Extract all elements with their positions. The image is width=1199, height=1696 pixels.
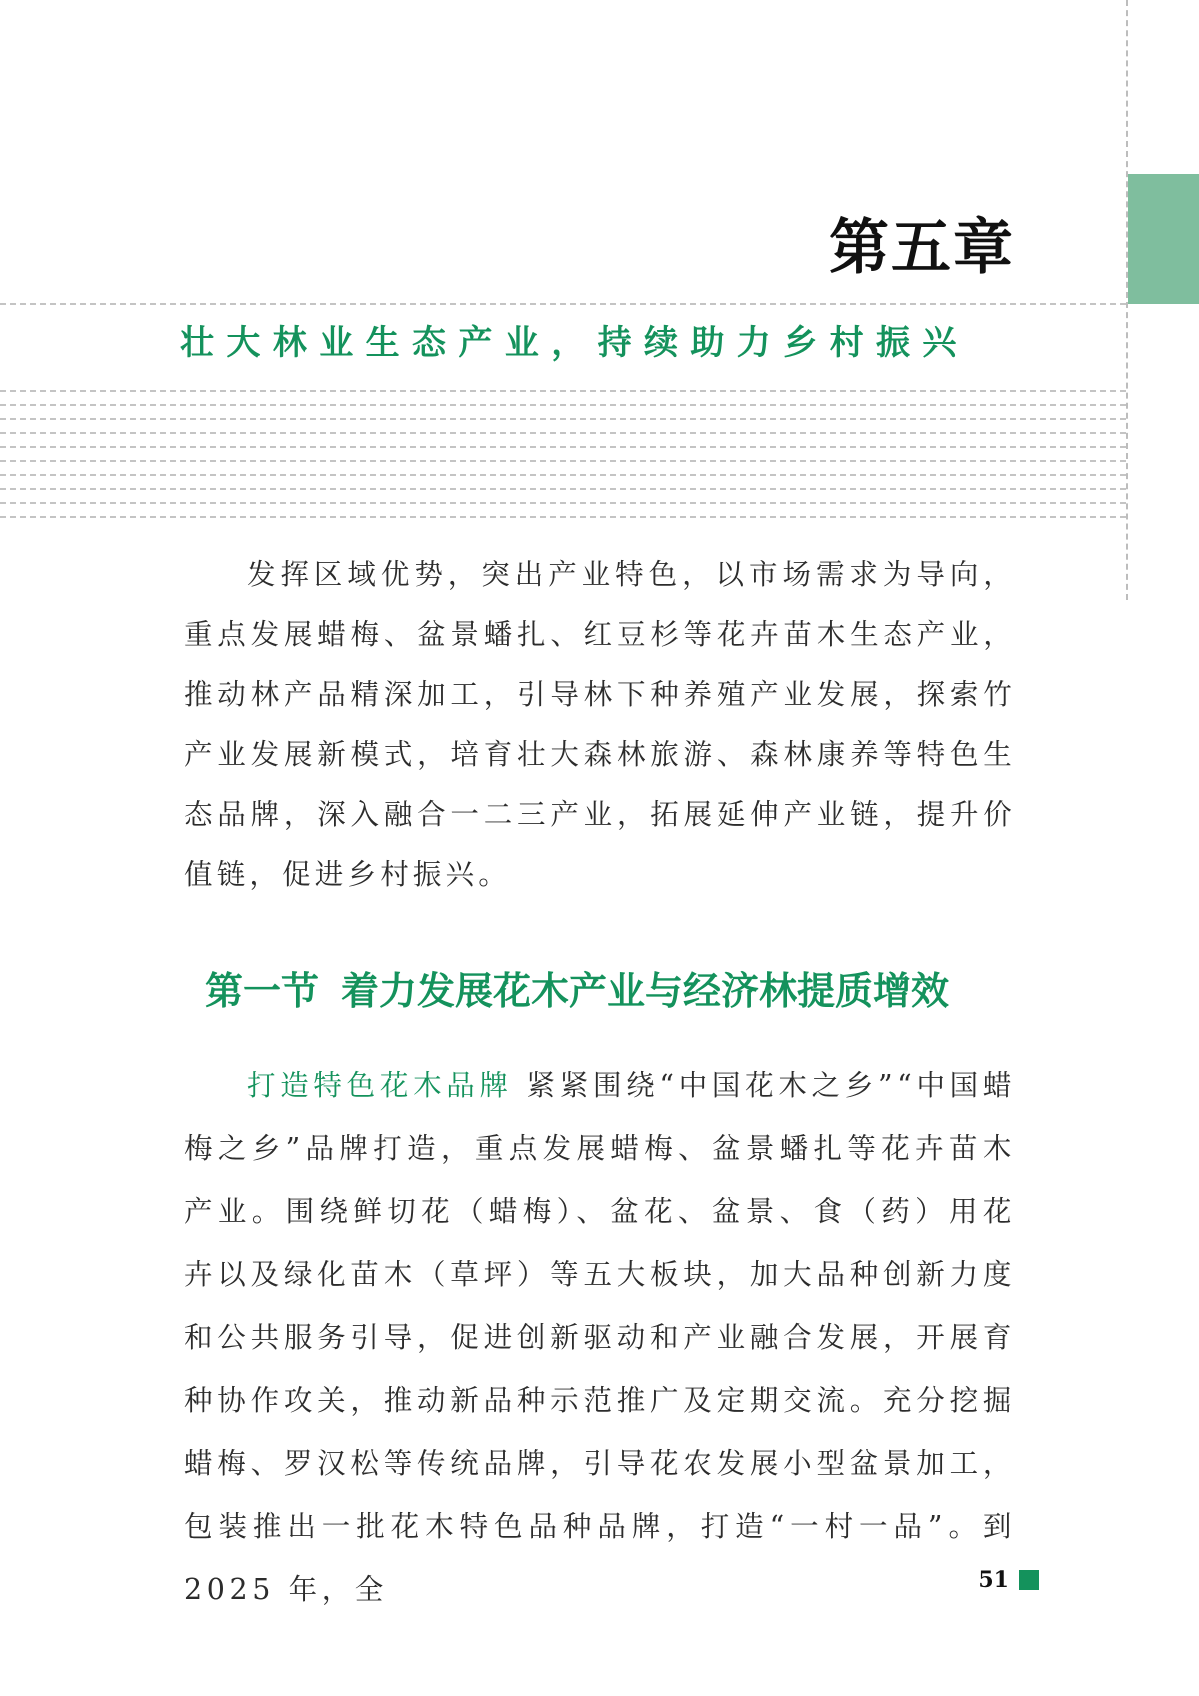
page-number: 51 <box>978 1567 1009 1593</box>
page-marker-square <box>1019 1570 1039 1590</box>
section-heading <box>205 960 949 1015</box>
header-rule-band <box>0 516 1126 518</box>
header-rule-band <box>0 488 1126 490</box>
section-title: 着力发展花木产业与经济林提质增效 <box>341 969 950 1013</box>
header-rule-top <box>0 303 1126 305</box>
header-rule-band <box>0 418 1126 420</box>
chapter-tab-marker <box>1128 174 1199 304</box>
header-rule-band <box>0 432 1126 434</box>
chapter-subtitle: 壮大林业生态产业，持续助力乡村振兴 <box>180 323 969 363</box>
header-rule-band <box>0 390 1126 392</box>
header-rule-band <box>0 460 1126 462</box>
chapter-number: 第五章 <box>829 213 1015 283</box>
paragraph-lead: 打造特色花木品牌 <box>247 1069 513 1102</box>
header-rule-band <box>0 404 1126 406</box>
paragraph-body: 紧紧围绕“中国花木之乡”“中国蜡梅之乡”品牌打造，重点发展蜡梅、盆景蟠扎等花卉苗木产业。围绕鲜切花（蜡梅）、盆花、盆景、食（药）用花卉以及绿化苗木（草坪）等五大板块，加大品种创新力度和公共服务引导，促进创新驱动和产业融合发展，开展育种协作攻关，推动新品种示范推广及定期交流。充分挖掘蜡梅、罗汉松等传统品牌，引导花农发展小型盆景加工，包装推出一批花木特色品种品牌，打造“一村一品”。到 2025 年，全 <box>184 1069 1016 1606</box>
intro-paragraph: 发挥区域优势，突出产业特色，以市场需求为导向，重点发展蜡梅、盆景蟠扎、红豆杉等花卉苗木生态产业，推动林产品精深加工，引导林下种养殖产业发展，探索竹产业发展新模式，培育壮大森林旅游、森林康养等特色生态品牌，深入融合一二三产业，拓展延伸产业链，提升价值链，促进乡村振兴。 <box>184 558 1016 891</box>
header-rule-band <box>0 474 1126 476</box>
section-number: 第一节 <box>205 969 320 1013</box>
header-rule-band <box>0 446 1126 448</box>
header-rule-band <box>0 502 1126 504</box>
